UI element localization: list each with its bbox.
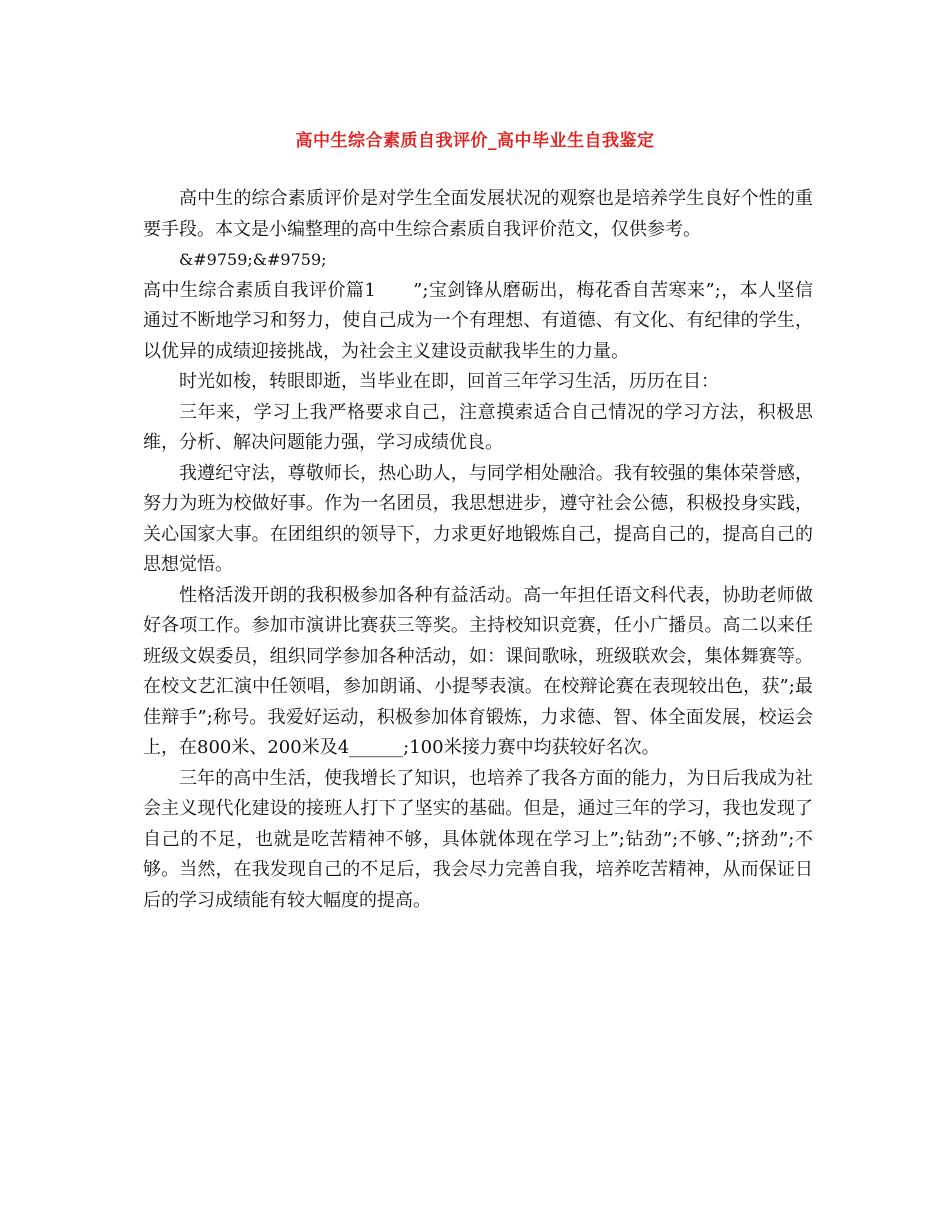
paragraph-5: 性格活泼开朗的我积极参加各种有益活动。高一年担任语文科代表，协助老师做好各项工作。参加市演讲比赛获三等奖。主持校知识竞赛，任小广播员。高二以来任班级文娱委员，组织同学参加各种活动，如：课间歌咏，班级联欢会，集体舞赛等。在校文艺汇演中任领唱，参加朗诵、小提琴表演。在校辩论赛在表现较出色，获”;最佳辩手”;称号。我爱好运动，积极参加体育锻炼，力求德、智、体全面发展，校运会上，在800米、200米及4______;100米接力赛中均获较好名次。 bbox=[143, 584, 813, 758]
paragraph-4: 我遵纪守法，尊敬师长，热心助人，与同学相处融洽。我有较强的集体荣誉感，努力为班为校做好事。作为一名团员，我思想进步，遵守社会公德，积极投身实践，关心国家大事。在团组织的领导下，力求更好地锻炼自己，提高自己的，提高自己的思想觉悟。 bbox=[143, 462, 813, 575]
document-body bbox=[143, 184, 813, 916]
intro-paragraph: 高中生的综合素质评价是对学生全面发展状况的观察也是培养学生良好个性的重要手段。本文是小编整理的高中生综合素质自我评价范文，仅供参考。 bbox=[143, 188, 813, 240]
entity-text-line: &#9759;&#9759; bbox=[179, 250, 327, 269]
paragraph-3: 三年来，学习上我严格要求自己，注意摸索适合自己情况的学习方法，积极思维，分析、解决问题能力强，学习成绩优良。 bbox=[143, 401, 813, 453]
paragraph-2: 时光如梭，转眼即逝，当毕业在即，回首三年学习生活，历历在目： bbox=[179, 371, 719, 392]
document-title: 高中生综合素质自我评价_高中毕业生自我鉴定 bbox=[295, 131, 655, 151]
paragraph-1: 高中生综合素质自我评价篇1 ”;宝剑锋从磨砺出，梅花香自苦寒来”;，本人坚信通过不断地学习和努力，使自己成为一个有理想、有道德、有文化、有纪律的学生，以优异的成绩迎接挑战，为社会主义建设贡献我毕生的力量。 bbox=[143, 279, 813, 362]
paragraph-6: 三年的高中生活，使我增长了知识，也培养了我各方面的能力，为日后我成为社会主义现代化建设的接班人打下了坚实的基础。但是，通过三年的学习，我也发现了自己的不足，也就是吃苦精神不够，具体就体现在学习上”;钻劲”;不够、”;挤劲”;不够。当然，在我发现自己的不足后，我会尽力完善自我，培养吃苦精神，从而保证日后的学习成绩能有较大幅度的提高。 bbox=[143, 767, 813, 911]
